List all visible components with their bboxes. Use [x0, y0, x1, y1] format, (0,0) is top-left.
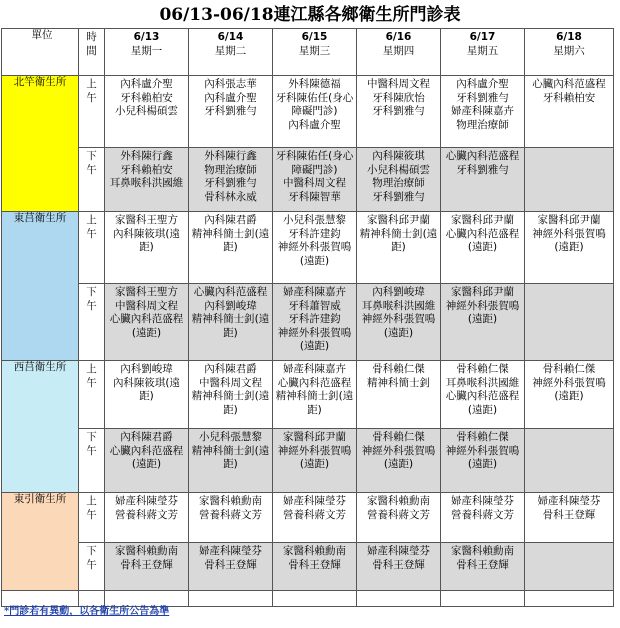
- clinic-name: 北竿衛生所: [2, 76, 79, 212]
- header-day: [441, 29, 525, 76]
- schedule-cell: [525, 148, 614, 212]
- empty-cell: [525, 591, 614, 607]
- doctor-entry: 中醫科周文程: [115, 299, 178, 312]
- doctor-entry: 營養科蔣文芳: [115, 508, 178, 521]
- header-weekday: 星期四: [382, 44, 415, 57]
- table-row: [2, 148, 614, 212]
- doctor-entry: 距): [223, 326, 238, 339]
- header-weekday: 星期三: [298, 44, 331, 57]
- doctor-entry: 神經外科張賀鳴: [532, 376, 606, 389]
- doctor-entry: 距): [307, 403, 322, 416]
- clinic-name: 東引衛生所: [2, 493, 79, 591]
- page-title: 06/13-06/18連江縣各鄉衛生所門診表: [159, 5, 461, 25]
- doctor-entry: 內科陳筱琪(遠: [112, 376, 181, 389]
- schedule-cell: [273, 429, 357, 493]
- doctor-entry: 障礙門診): [291, 105, 338, 117]
- schedule-cell: [105, 284, 189, 361]
- doctor-entry: 距): [139, 390, 154, 402]
- doctor-entry: 營養科蔣文芳: [367, 508, 430, 521]
- doctor-entry: 骨科王登輝: [204, 558, 257, 571]
- period-label: [79, 284, 105, 361]
- period-label-char: 午: [86, 558, 97, 571]
- doctor-entry: 心臟內科范盛程: [277, 376, 352, 389]
- doctor-entry: 精神科簡士釗: [367, 376, 430, 389]
- doctor-entry: 骨科王登輝: [456, 558, 509, 571]
- period-label-char: 午: [86, 444, 97, 457]
- header-date: 6/14: [217, 31, 244, 43]
- doctor-entry: 家醫科賴勳南: [199, 495, 262, 507]
- doctor-entry: 牙科陳佑任(身心: [275, 150, 354, 162]
- header-date: 6/18: [556, 31, 582, 43]
- schedule-cell: [189, 361, 273, 429]
- doctor-entry: 營養科蔣文芳: [199, 508, 262, 521]
- period-label-char: 上: [86, 495, 97, 507]
- header-day: [273, 29, 357, 76]
- schedule-cell: [189, 212, 273, 284]
- doctor-entry: 內科劉峻瑋: [120, 363, 173, 375]
- period-label-char: 下: [86, 545, 97, 557]
- header-weekday: 星期五: [466, 44, 499, 57]
- doctor-entry: (遠距): [554, 241, 584, 253]
- doctor-entry: 內科劉峻瑋: [204, 299, 257, 312]
- doctor-entry: 內科盧介聖: [204, 91, 257, 104]
- period-label-char: 上: [86, 363, 97, 375]
- clinic-name: 西莒衛生所: [2, 361, 79, 493]
- header-date: 6/13: [133, 31, 160, 43]
- doctor-entry: 婦產科陳瑩芬: [283, 495, 346, 507]
- doctor-entry: 精神科簡士釗(遠: [191, 444, 270, 457]
- header-time-line1: 時: [86, 31, 97, 43]
- schedule-cell: [105, 361, 189, 429]
- doctor-entry: 距): [223, 458, 238, 470]
- doctor-entry: 牙科賴柏安: [120, 163, 173, 176]
- doctor-entry: 心臟內科范盛程: [445, 390, 520, 402]
- doctor-entry: 神經外科張賀鳴: [277, 241, 352, 253]
- schedule-cell: [105, 429, 189, 493]
- doctor-entry: 骨科賴仁傑: [456, 363, 509, 375]
- schedule-cell: [441, 284, 525, 361]
- schedule-cell: [441, 212, 525, 284]
- doctor-entry: 內科劉峻瑋: [372, 286, 425, 298]
- doctor-entry: 心臟內科范盛程: [445, 227, 520, 240]
- doctor-entry: 心臟內科范盛程: [532, 78, 606, 90]
- doctor-entry: 牙科許建鈞: [288, 227, 341, 240]
- table-row: [2, 361, 614, 429]
- doctor-entry: 精神科簡士釗(遠: [191, 313, 270, 325]
- doctor-entry: 小兒科楊碩雲: [115, 105, 178, 117]
- header-time: [79, 29, 105, 76]
- doctor-entry: 精神科簡士釗(遠: [275, 390, 354, 402]
- doctor-entry: 小兒科楊碩雲: [367, 163, 430, 176]
- doctor-entry: 距): [391, 241, 406, 253]
- schedule-cell: [525, 284, 614, 361]
- doctor-entry: (遠距): [299, 458, 330, 470]
- doctor-entry: 骨科王登輝: [288, 558, 341, 571]
- doctor-entry: 神經外科張賀鳴: [445, 299, 520, 312]
- doctor-entry: 物理治療師: [372, 177, 425, 189]
- period-label-char: 午: [86, 163, 97, 176]
- doctor-entry: 牙科許建鈞: [288, 313, 341, 325]
- header-day: [105, 29, 189, 76]
- schedule-cell: [441, 361, 525, 429]
- schedule-cell: [105, 76, 189, 148]
- doctor-entry: 神經外科張賀鳴: [277, 444, 352, 457]
- period-label-char: 下: [86, 150, 97, 162]
- doctor-entry: 家醫科邱尹蘭: [367, 214, 430, 226]
- doctor-entry: 內科盧介聖: [288, 118, 341, 131]
- schedule-cell: [525, 76, 614, 148]
- doctor-entry: 家醫科邱尹蘭: [537, 214, 601, 226]
- schedule-cell: [357, 361, 441, 429]
- doctor-entry: 心臟內科范盛程: [193, 286, 268, 298]
- doctor-entry: 距): [139, 241, 154, 253]
- period-label-char: 上: [86, 78, 97, 90]
- table-row: [2, 284, 614, 361]
- table-row: [2, 212, 614, 284]
- period-label-char: 上: [86, 214, 97, 226]
- period-label: [79, 361, 105, 429]
- doctor-entry: 內科陳君爵: [120, 431, 173, 443]
- schedule-cell: [525, 543, 614, 591]
- period-label-char: 下: [86, 286, 97, 298]
- doctor-entry: 內科盧介聖: [120, 78, 173, 90]
- doctor-entry: 家醫科賴勳南: [283, 545, 346, 557]
- schedule-cell: [105, 212, 189, 284]
- doctor-entry: 內科陳筱琪: [372, 150, 425, 162]
- schedule-cell: [525, 493, 614, 543]
- doctor-entry: 精神科簡士釗(遠: [191, 227, 270, 240]
- doctor-entry: (遠距): [299, 254, 330, 267]
- doctor-entry: (遠距): [299, 340, 330, 352]
- clinic-schedule-table: [1, 28, 614, 607]
- doctor-entry: 婦產科陳瑩芬: [537, 495, 601, 507]
- doctor-entry: 牙科劉雅勻: [372, 105, 425, 117]
- period-label-char: 午: [86, 91, 97, 104]
- schedule-cell: [441, 493, 525, 543]
- doctor-entry: 牙科陳欣怡: [372, 91, 425, 104]
- period-label: [79, 212, 105, 284]
- schedule-cell: [189, 76, 273, 148]
- header-day: [189, 29, 273, 76]
- doctor-entry: 家醫科王聖方: [115, 214, 178, 226]
- doctor-entry: 牙科蕭智威: [288, 299, 341, 312]
- schedule-cell: [441, 148, 525, 212]
- doctor-entry: 家醫科邱尹蘭: [451, 286, 514, 298]
- doctor-entry: 小兒科張慧黎: [283, 214, 346, 226]
- period-label-char: 下: [86, 431, 97, 443]
- doctor-entry: 牙科賴柏安: [120, 91, 173, 104]
- doctor-entry: (遠距): [467, 313, 498, 325]
- schedule-cell: [273, 148, 357, 212]
- schedule-cell: [189, 429, 273, 493]
- doctor-entry: 骨科王登輝: [372, 558, 425, 571]
- header-date: 6/15: [301, 31, 328, 43]
- table-row: [2, 429, 614, 493]
- doctor-entry: 牙科陳智華: [288, 190, 341, 203]
- doctor-entry: 中醫科周文程: [367, 78, 430, 90]
- schedule-cell: [357, 212, 441, 284]
- header-weekday: 星期一: [130, 44, 163, 57]
- header-time-line2: 間: [86, 44, 97, 57]
- doctor-entry: (遠距): [467, 458, 498, 470]
- header-weekday: 星期二: [214, 44, 247, 57]
- schedule-cell: [441, 429, 525, 493]
- schedule-cell: [441, 543, 525, 591]
- schedule-cell: [525, 212, 614, 284]
- doctor-entry: 精神科簡士釗(遠: [191, 390, 270, 402]
- doctor-entry: 外科陳行鑫: [204, 150, 257, 162]
- doctor-entry: 內科盧介聖: [456, 78, 509, 90]
- doctor-entry: (遠距): [131, 458, 162, 470]
- doctor-entry: 骨科賴仁傑: [456, 431, 509, 443]
- doctor-entry: 牙科劉雅勻: [456, 163, 509, 176]
- table-row: [2, 76, 614, 148]
- period-label-char: 午: [86, 227, 97, 240]
- empty-cell: [273, 591, 357, 607]
- doctor-entry: 障礙門診): [291, 163, 338, 176]
- schedule-cell: [105, 148, 189, 212]
- schedule-cell: [273, 212, 357, 284]
- doctor-entry: 營養科蔣文芳: [283, 508, 346, 521]
- doctor-entry: 小兒科張慧黎: [199, 431, 262, 443]
- header-date: 6/16: [385, 31, 412, 43]
- schedule-cell: [273, 493, 357, 543]
- schedule-cell: [357, 543, 441, 591]
- doctor-entry: 家醫科賴勳南: [367, 495, 430, 507]
- doctor-entry: (遠距): [467, 403, 498, 416]
- doctor-entry: 物理治療師: [204, 163, 257, 176]
- doctor-entry: (遠距): [383, 326, 414, 339]
- period-label: [79, 429, 105, 493]
- schedule-cell: [273, 76, 357, 148]
- doctor-entry: 牙科賴柏安: [542, 91, 596, 104]
- period-label-char: 午: [86, 508, 97, 521]
- doctor-entry: (遠距): [467, 241, 498, 253]
- period-label: [79, 76, 105, 148]
- doctor-entry: 內科陳筱琪(遠: [112, 227, 181, 240]
- doctor-entry: (遠距): [131, 326, 162, 339]
- empty-cell: [189, 591, 273, 607]
- doctor-entry: 骨科賴仁傑: [542, 363, 596, 375]
- schedule-note: *門診若有異動，以各衛生所公告為準: [4, 606, 170, 617]
- doctor-entry: 牙科劉雅勻: [456, 91, 509, 104]
- doctor-entry: 物理治療師: [456, 118, 509, 131]
- schedule-cell: [357, 76, 441, 148]
- doctor-entry: 牙科劉雅勻: [204, 177, 257, 189]
- doctor-entry: 婦產科陳嘉卉: [451, 105, 514, 117]
- period-label-char: 午: [86, 299, 97, 312]
- doctor-entry: 距): [223, 403, 238, 416]
- doctor-entry: 心臟內科范盛程: [445, 150, 520, 162]
- header-row: [2, 29, 614, 76]
- doctor-entry: 營養科蔣文芳: [451, 508, 514, 521]
- doctor-entry: 神經外科張賀鳴: [445, 444, 520, 457]
- doctor-entry: 骨科王登輝: [120, 558, 173, 571]
- period-label-char: 午: [86, 376, 97, 389]
- doctor-entry: 外科陳德福: [288, 78, 341, 90]
- doctor-entry: 內科張志華: [204, 78, 257, 90]
- doctor-entry: 神經外科張賀鳴: [532, 227, 606, 240]
- doctor-entry: 家醫科邱尹蘭: [451, 214, 514, 226]
- doctor-entry: 家醫科賴勳南: [451, 545, 514, 557]
- doctor-entry: 婦產科陳瑩芬: [367, 545, 430, 557]
- schedule-cell: [105, 493, 189, 543]
- doctor-entry: 婦產科陳嘉卉: [283, 363, 346, 375]
- doctor-entry: 精神科簡士釗(遠: [359, 227, 438, 240]
- period-label: [79, 148, 105, 212]
- doctor-entry: 骨科王登輝: [542, 508, 596, 521]
- doctor-entry: 內科陳君爵: [204, 363, 257, 375]
- doctor-entry: 牙科劉雅勻: [204, 105, 257, 117]
- empty-cell: [357, 591, 441, 607]
- doctor-entry: 家醫科賴勳南: [115, 545, 178, 557]
- doctor-entry: 心臟內科范盛程: [109, 313, 184, 325]
- doctor-entry: 婦產科陳瑩芬: [199, 545, 262, 557]
- doctor-entry: 心臟內科范盛程: [109, 444, 184, 457]
- schedule-cell: [273, 284, 357, 361]
- doctor-entry: 耳鼻喉科洪國維: [109, 177, 184, 189]
- header-date: 6/17: [469, 31, 496, 43]
- doctor-entry: 婦產科陳瑩芬: [451, 495, 514, 507]
- schedule-cell: [441, 76, 525, 148]
- doctor-entry: 神經外科張賀鳴: [277, 326, 352, 339]
- schedule-cell: [273, 543, 357, 591]
- header-day: [525, 29, 614, 76]
- clinic-name: 東莒衛生所: [2, 212, 79, 361]
- doctor-entry: 婦產科陳嘉卉: [283, 286, 346, 298]
- schedule-cell: [189, 543, 273, 591]
- doctor-entry: (遠距): [554, 390, 584, 402]
- doctor-entry: 耳鼻喉科洪國維: [361, 299, 436, 312]
- doctor-entry: 神經外科張賀鳴: [361, 313, 436, 325]
- doctor-entry: 中醫科周文程: [199, 376, 262, 389]
- table-row: [2, 543, 614, 591]
- doctor-entry: 骨科林永威: [204, 190, 257, 203]
- schedule-body: [2, 76, 614, 607]
- doctor-entry: 家醫科邱尹蘭: [283, 431, 346, 443]
- schedule-cell: [273, 361, 357, 429]
- period-label: [79, 493, 105, 543]
- header-unit: 單位: [2, 29, 79, 76]
- schedule-cell: [105, 543, 189, 591]
- schedule-cell: [189, 284, 273, 361]
- doctor-entry: 中醫科周文程: [283, 177, 346, 189]
- doctor-entry: 神經外科張賀鳴: [361, 444, 436, 457]
- doctor-entry: (遠距): [383, 458, 414, 470]
- doctor-entry: 骨科賴仁傑: [372, 431, 425, 443]
- doctor-entry: 家醫科王聖方: [115, 286, 178, 298]
- doctor-entry: 耳鼻喉科洪國維: [445, 376, 520, 389]
- doctor-entry: 內科陳君爵: [204, 214, 257, 226]
- schedule-cell: [189, 493, 273, 543]
- table-row: [2, 493, 614, 543]
- empty-cell: [441, 591, 525, 607]
- doctor-entry: 婦產科陳瑩芬: [115, 495, 178, 507]
- doctor-entry: 距): [223, 241, 238, 253]
- schedule-cell: [357, 429, 441, 493]
- doctor-entry: 牙科劉雅勻: [372, 190, 425, 203]
- schedule-cell: [357, 148, 441, 212]
- schedule-cell: [357, 493, 441, 543]
- doctor-entry: 牙科陳佑任(身心: [275, 91, 354, 104]
- schedule-cell: [525, 361, 614, 429]
- doctor-entry: 外科陳行鑫: [120, 150, 173, 162]
- schedule-cell: [357, 284, 441, 361]
- schedule-cell: [189, 148, 273, 212]
- schedule-cell: [525, 429, 614, 493]
- period-label: [79, 543, 105, 591]
- doctor-entry: 骨科賴仁傑: [372, 363, 425, 375]
- header-day: [357, 29, 441, 76]
- header-weekday: 星期六: [553, 44, 585, 57]
